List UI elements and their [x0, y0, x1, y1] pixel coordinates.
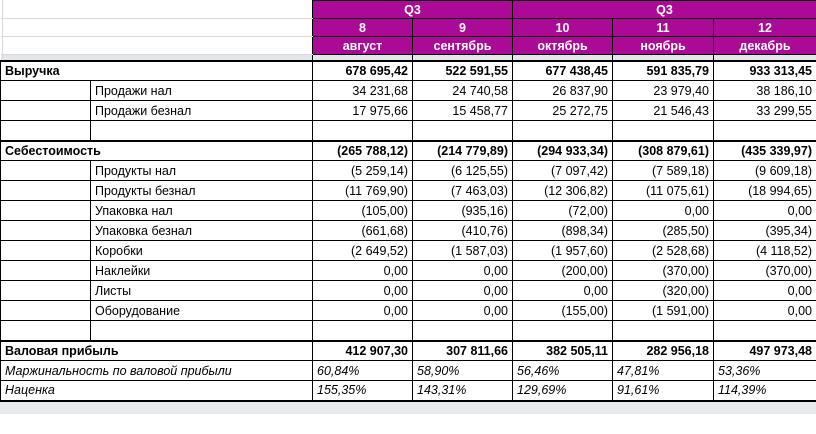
table-row — [1, 81, 816, 101]
value-cell[interactable]: 0,00 — [714, 301, 816, 321]
value-cell[interactable]: 23 979,40 — [613, 81, 714, 101]
value-cell[interactable]: 155,35% — [313, 381, 413, 401]
value-cell[interactable]: (5 259,14) — [313, 161, 413, 181]
value-cell[interactable]: (410,76) — [413, 221, 513, 241]
table-row — [1, 161, 816, 181]
value-cell[interactable]: 933 313,45 — [714, 61, 816, 81]
table-row — [1, 101, 816, 121]
value-cell[interactable]: (395,34) — [714, 221, 816, 241]
value-cell[interactable]: (265 788,12) — [313, 141, 413, 161]
value-cell[interactable]: (661,68) — [313, 221, 413, 241]
value-cell[interactable]: (7 589,18) — [613, 161, 714, 181]
value-cell[interactable]: 522 591,55 — [413, 61, 513, 81]
value-cell[interactable]: (12 306,82) — [513, 181, 613, 201]
header-left-cell[interactable] — [1, 19, 313, 37]
indent-cell[interactable] — [1, 201, 91, 221]
indent-cell[interactable] — [1, 261, 91, 281]
value-cell[interactable]: 15 458,77 — [413, 101, 513, 121]
value-cell[interactable]: (4 118,52) — [714, 241, 816, 261]
row-label-cell[interactable]: Себестоимость — [1, 141, 313, 161]
value-cell[interactable] — [513, 121, 613, 141]
value-cell[interactable]: 47,81% — [613, 361, 714, 381]
row-label-cell[interactable]: Маржинальность по валовой прибыли — [1, 361, 313, 381]
value-cell[interactable]: 0,00 — [613, 201, 714, 221]
value-cell[interactable]: (320,00) — [613, 281, 714, 301]
value-cell[interactable]: 33 299,55 — [714, 101, 816, 121]
value-cell[interactable]: 26 837,90 — [513, 81, 613, 101]
value-cell[interactable]: (9 609,18) — [714, 161, 816, 181]
row-label-cell[interactable]: Коробки — [91, 241, 313, 261]
value-cell[interactable]: 0,00 — [313, 301, 413, 321]
indent-cell[interactable] — [1, 121, 91, 141]
indent-cell[interactable] — [1, 101, 91, 121]
month-number-header[interactable]: 11 — [613, 19, 714, 37]
row-label-cell[interactable]: Наценка — [1, 381, 313, 401]
month-name-header[interactable]: декабрь — [714, 37, 816, 55]
table-row — [1, 181, 816, 201]
value-cell[interactable]: 0,00 — [413, 301, 513, 321]
value-cell[interactable]: 0,00 — [513, 281, 613, 301]
table-body — [1, 61, 816, 401]
month-number-row — [1, 19, 816, 37]
table-row — [1, 141, 816, 161]
value-cell[interactable]: 129,69% — [513, 381, 613, 401]
indent-cell[interactable] — [1, 301, 91, 321]
row-label-cell[interactable]: Валовая прибыль — [1, 341, 313, 361]
value-cell[interactable]: (18 994,65) — [714, 181, 816, 201]
value-cell[interactable]: (294 933,34) — [513, 141, 613, 161]
value-cell[interactable]: (11 075,61) — [613, 181, 714, 201]
value-cell[interactable]: 282 956,18 — [613, 341, 714, 361]
row-label-cell[interactable]: Продукты нал — [91, 161, 313, 181]
row-label-cell[interactable]: Продукты безнал — [91, 181, 313, 201]
value-cell[interactable] — [313, 121, 413, 141]
indent-cell[interactable] — [1, 321, 91, 341]
table-row — [1, 381, 816, 401]
month-name-header[interactable]: ноябрь — [613, 37, 714, 55]
value-cell[interactable]: (6 125,55) — [413, 161, 513, 181]
value-cell[interactable]: (1 587,03) — [413, 241, 513, 261]
month-number-header[interactable]: 12 — [714, 19, 816, 37]
month-name-header[interactable]: сентябрь — [413, 37, 513, 55]
value-cell[interactable]: 0,00 — [313, 281, 413, 301]
spacer-row — [1, 321, 816, 341]
row-label-cell[interactable]: Упаковка нал — [91, 201, 313, 221]
value-cell[interactable]: 0,00 — [413, 281, 513, 301]
month-number-header[interactable]: 8 — [313, 19, 413, 37]
value-cell[interactable]: 497 973,48 — [714, 341, 816, 361]
value-cell[interactable]: 382 505,11 — [513, 341, 613, 361]
value-cell[interactable]: (898,34) — [513, 221, 613, 241]
table-row — [1, 61, 816, 81]
value-cell[interactable]: 0,00 — [714, 201, 816, 221]
value-cell[interactable]: 0,00 — [313, 261, 413, 281]
table-row — [1, 281, 816, 301]
value-cell[interactable]: 677 438,45 — [513, 61, 613, 81]
value-cell[interactable]: (7 463,03) — [413, 181, 513, 201]
row-label-cell[interactable]: Листы — [91, 281, 313, 301]
month-number-header[interactable]: 9 — [413, 19, 513, 37]
row-label-cell[interactable]: Выручка — [1, 61, 313, 81]
indent-cell[interactable] — [1, 221, 91, 241]
value-cell[interactable]: 114,39% — [714, 381, 816, 401]
value-cell[interactable] — [613, 121, 714, 141]
indent-cell[interactable] — [1, 161, 91, 181]
value-cell[interactable]: (2 649,52) — [313, 241, 413, 261]
table-row — [1, 361, 816, 381]
row-label-cell[interactable]: Наклейки — [91, 261, 313, 281]
value-cell[interactable]: (370,00) — [714, 261, 816, 281]
value-cell[interactable] — [313, 321, 413, 341]
value-cell[interactable]: (214 779,89) — [413, 141, 513, 161]
value-cell[interactable]: 60,84% — [313, 361, 413, 381]
value-cell[interactable]: 0,00 — [714, 281, 816, 301]
value-cell[interactable] — [714, 121, 816, 141]
month-name-header[interactable]: октябрь — [513, 37, 613, 55]
value-cell[interactable]: (1 591,00) — [613, 301, 714, 321]
value-cell[interactable]: (2 528,68) — [613, 241, 714, 261]
value-cell[interactable]: (435 339,97) — [714, 141, 816, 161]
value-cell[interactable]: (11 769,90) — [313, 181, 413, 201]
indent-cell[interactable] — [1, 281, 91, 301]
month-name-header[interactable]: август — [313, 37, 413, 55]
value-cell[interactable]: (7 097,42) — [513, 161, 613, 181]
value-cell[interactable]: 38 186,10 — [714, 81, 816, 101]
indent-cell[interactable] — [1, 81, 91, 101]
indent-cell[interactable] — [1, 241, 91, 261]
value-cell[interactable] — [413, 121, 513, 141]
table-row — [1, 221, 816, 241]
quarter-group-header[interactable]: Q3 — [313, 1, 513, 19]
value-cell[interactable]: (72,00) — [513, 201, 613, 221]
row-label-cell[interactable]: Оборудование — [91, 301, 313, 321]
table-row — [1, 201, 816, 221]
value-cell[interactable]: 56,46% — [513, 361, 613, 381]
value-cell[interactable]: 307 811,66 — [413, 341, 513, 361]
value-cell[interactable]: 412 907,30 — [313, 341, 413, 361]
value-cell[interactable]: 25 272,75 — [513, 101, 613, 121]
row-label-cell[interactable] — [91, 121, 313, 141]
value-cell[interactable]: (1 957,60) — [513, 241, 613, 261]
table-row — [1, 301, 816, 321]
sheet-background — [0, 402, 816, 414]
value-cell[interactable]: (155,00) — [513, 301, 613, 321]
header-left-cell[interactable] — [1, 37, 313, 55]
value-cell[interactable]: 34 231,68 — [313, 81, 413, 101]
value-cell[interactable]: 53,36% — [714, 361, 816, 381]
value-cell[interactable]: (308 879,61) — [613, 141, 714, 161]
value-cell[interactable]: 58,90% — [413, 361, 513, 381]
table-row — [1, 341, 816, 361]
value-cell[interactable]: 17 975,66 — [313, 101, 413, 121]
value-cell[interactable]: (105,00) — [313, 201, 413, 221]
spacer-row — [1, 121, 816, 141]
value-cell[interactable]: (200,00) — [513, 261, 613, 281]
value-cell[interactable]: 21 546,43 — [613, 101, 714, 121]
row-label-cell[interactable]: Продажи нал — [91, 81, 313, 101]
value-cell[interactable]: 143,31% — [413, 381, 513, 401]
value-cell[interactable]: (370,00) — [613, 261, 714, 281]
quarter-group-row — [1, 1, 816, 19]
quarter-group-header[interactable]: Q3 — [513, 1, 816, 19]
value-cell[interactable] — [513, 321, 613, 341]
value-cell[interactable]: 678 695,42 — [313, 61, 413, 81]
table-row — [1, 241, 816, 261]
value-cell[interactable]: (935,16) — [413, 201, 513, 221]
row-label-cell[interactable]: Продажи безнал — [91, 101, 313, 121]
table-row — [1, 261, 816, 281]
value-cell[interactable] — [413, 321, 513, 341]
value-cell[interactable] — [613, 321, 714, 341]
value-cell[interactable]: 24 740,58 — [413, 81, 513, 101]
row-label-cell[interactable] — [91, 321, 313, 341]
value-cell[interactable]: 91,61% — [613, 381, 714, 401]
value-cell[interactable]: 0,00 — [413, 261, 513, 281]
table-header — [1, 1, 816, 61]
value-cell[interactable]: (285,50) — [613, 221, 714, 241]
indent-cell[interactable] — [1, 181, 91, 201]
gridline — [2, 0, 3, 58]
row-label-cell[interactable]: Упаковка безнал — [91, 221, 313, 241]
value-cell[interactable]: 591 835,79 — [613, 61, 714, 81]
month-name-row — [1, 37, 816, 55]
month-number-header[interactable]: 10 — [513, 19, 613, 37]
value-cell[interactable] — [714, 321, 816, 341]
header-left-cell[interactable] — [1, 1, 313, 19]
